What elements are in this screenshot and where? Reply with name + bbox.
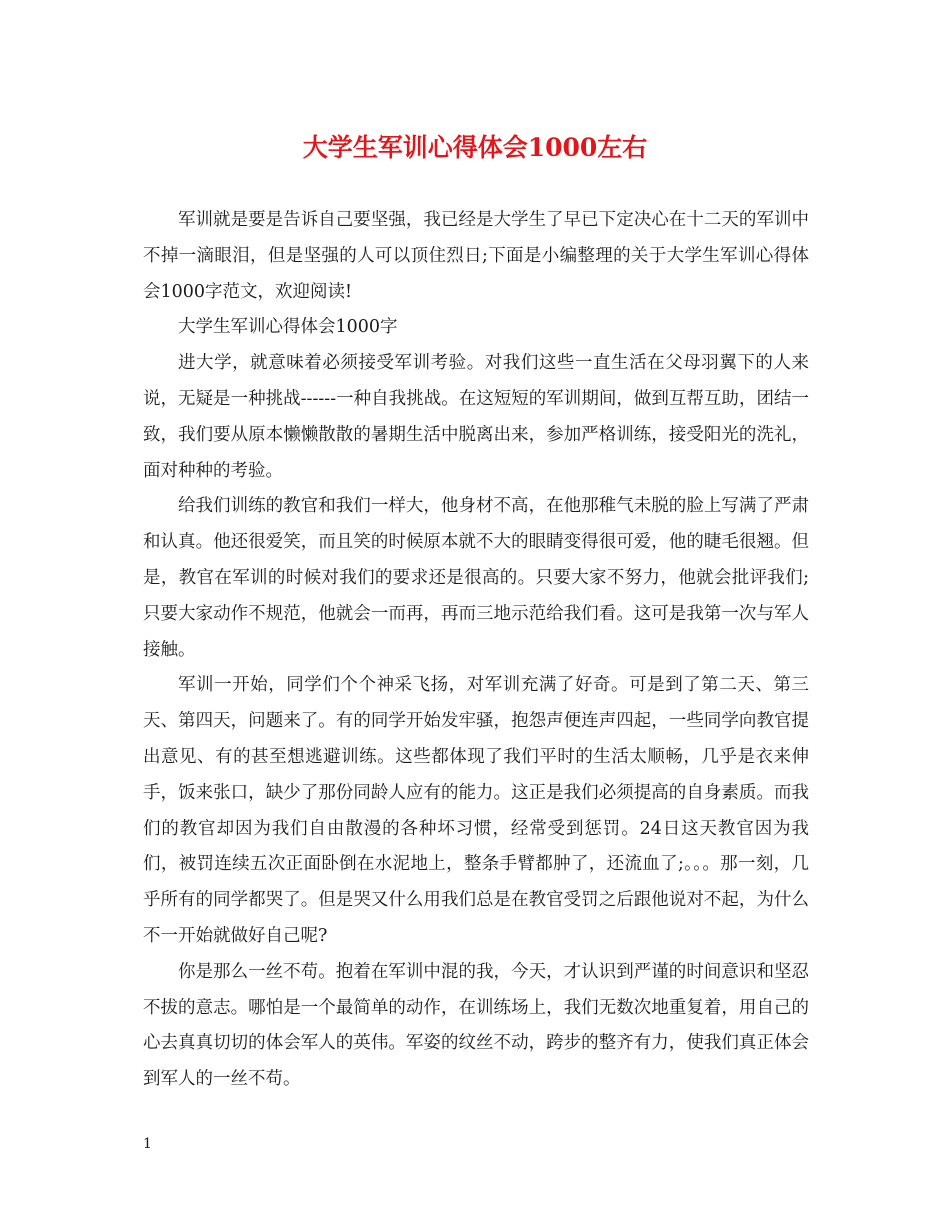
paragraph-instructor: 给我们训练的教官和我们一样大，他身材不高，在他那稚气未脱的脸上写满了严肃和认真。他还很爱笑，而且笑的时候原本就不大的眼睛变得很可爱，他的睫毛很翘。但是，教官在军训的时候对我们的要求还是很高的。只要大家不努力，他就会批评我们;只要大家动作不规范，他就会一而再，再而三地示范给我们看。这可是我第一次与军人接触。 <box>143 496 809 660</box>
document-title: 大学生军训心得体会1000左右 <box>302 133 648 162</box>
paragraph-entering-university: 进大学，就意味着必须接受军训考验。对我们这些一直生活在父母羽翼下的人来说，无疑是一种挑战------一种自我挑战。在这短短的军训期间，做到互帮互助，团结一致，我们要从原本懒懒散散的暑期生活中脱离出来，参加严格训练，接受阳光的洗礼，面对种种的考验。 <box>143 353 809 481</box>
document-body <box>143 203 809 1098</box>
paragraph-meticulous: 你是那么一丝不苟。抱着在军训中混的我，今天，才认识到严谨的时间意识和坚忍不拔的意志。哪怕是一个最简单的动作，在训练场上，我们无数次地重复着，用自己的心去真真切切的体会军人的英伟。军姿的纹丝不动，跨步的整齐有力，使我们真正体会到军人的一丝不苟。 <box>143 961 809 1090</box>
page-number: 1 <box>143 1136 152 1152</box>
paragraph-intro: 军训就是要是告诉自己要坚强，我已经是大学生了早已下定决心在十二天的军训中不掉一滴眼泪，但是坚强的人可以顶住烈日;下面是小编整理的关于大学生军训心得体会1000字范文，欢迎阅读! <box>143 210 809 302</box>
paragraph-training-begins: 军训一开始，同学们个个神采飞扬，对军训充满了好奇。可是到了第二天、第三天、第四天，问题来了。有的同学开始发牢骚，抱怨声便连声四起，一些同学向教官提出意见、有的甚至想逃避训练。这些都体现了我们平时的生活太顺畅，几乎是衣来伸手，饭来张口，缺少了那份同龄人应有的能力。这正是我们必须提高的自身素质。而我们的教官却因为我们自由散漫的各种坏习惯，经常受到惩罚。24日这天教官因为我们，被罚连续五次正面卧倒在水泥地上，整条手臂都肿了，还流血了;。。。那一刻，几乎所有的同学都哭了。但是哭又什么用我们总是在教官受罚之后跟他说对不起，为什么不一开始就做好自己呢? <box>143 675 809 946</box>
paragraph-subheading: 大学生军训心得体会1000字 <box>178 317 398 338</box>
